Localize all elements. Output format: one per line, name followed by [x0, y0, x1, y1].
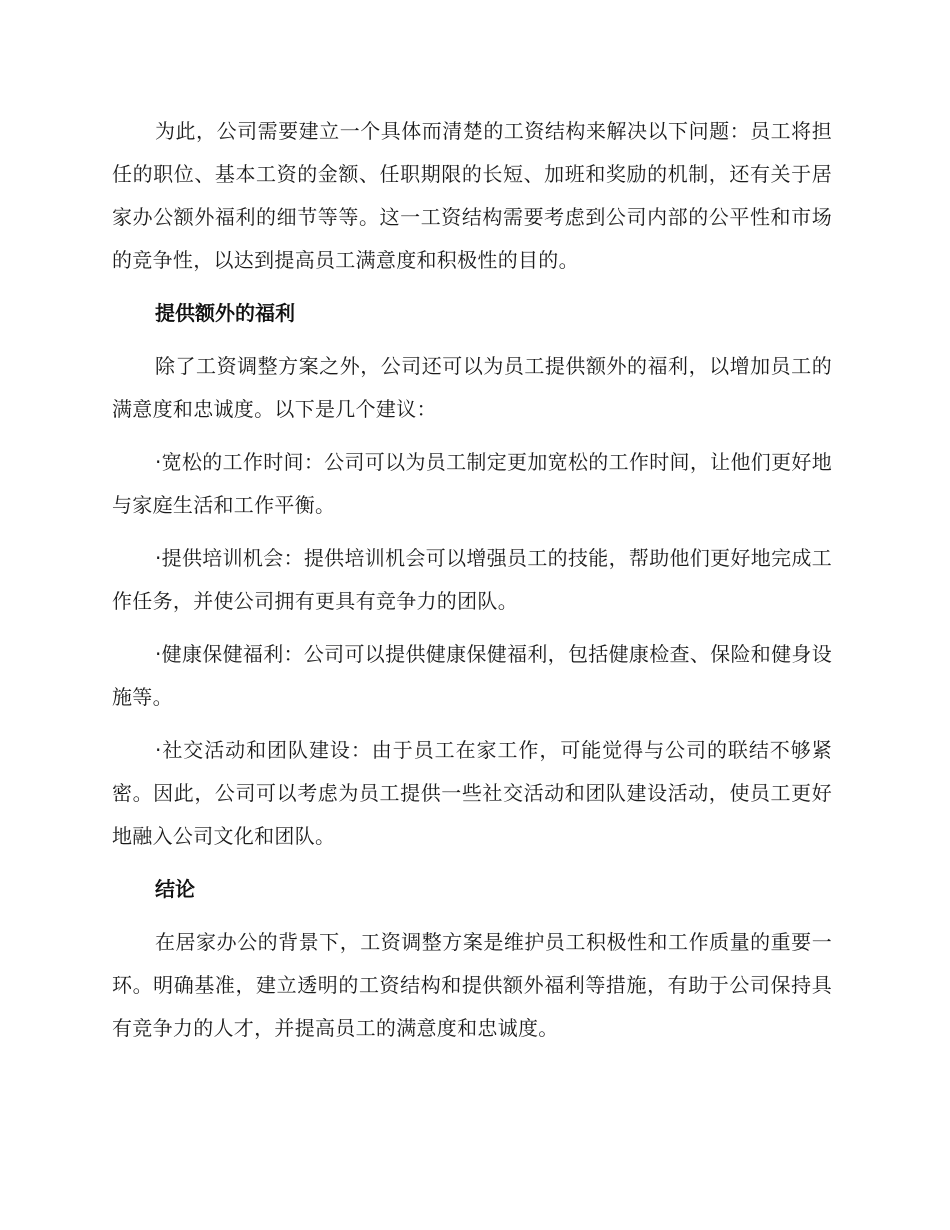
- benefit-item-text: 宽松的工作时间：公司可以为员工制定更加宽松的工作时间，让他们更好地与家庭生活和工作平衡。: [112, 450, 832, 517]
- bullet-mark: ·: [155, 738, 162, 762]
- intro-paragraph: 为此，公司需要建立一个具体而清楚的工资结构来解决以下问题：员工将担任的职位、基本工资的金额、任职期限的长短、加班和奖励的机制，还有关于居家办公额外福利的细节等等。这一工资结构需要考虑到公司内部的公平性和市场的竞争性，以达到提高员工满意度和积极性的目的。: [112, 119, 832, 272]
- bullet-mark: ·: [155, 450, 162, 474]
- benefits-heading: 提供额外的福利: [155, 301, 295, 325]
- benefit-item-text: 提供培训机会：提供培训机会可以增强员工的技能，帮助他们更好地完成工作任务，并使公司拥有更具有竞争力的团队。: [112, 546, 832, 613]
- bullet-mark: ·: [155, 642, 162, 666]
- benefit-item-health: [112, 633, 832, 719]
- benefit-item-text: 健康保健福利：公司可以提供健康保健福利，包括健康检查、保险和健身设施等。: [112, 642, 832, 709]
- document-page: [112, 110, 832, 1060]
- bullet-mark: ·: [155, 546, 162, 570]
- benefit-item-training: [112, 537, 832, 623]
- benefit-item-text: 社交活动和团队建设：由于员工在家工作，可能觉得与公司的联结不够紧密。因此，公司可以考虑为员工提供一些社交活动和团队建设活动，使员工更好地融入公司文化和团队。: [112, 738, 832, 848]
- benefits-intro-paragraph: 除了工资调整方案之外，公司还可以为员工提供额外的福利，以增加员工的满意度和忠诚度。以下是几个建议：: [112, 354, 832, 421]
- conclusion-heading: 结论: [155, 877, 195, 901]
- benefit-item-flexible-hours: [112, 441, 832, 527]
- conclusion-paragraph: 在居家办公的背景下，工资调整方案是维护员工积极性和工作质量的重要一环。明确基准，建立透明的工资结构和提供额外福利等措施，有助于公司保持具有竞争力的人才，并提高员工的满意度和忠诚度。: [112, 930, 832, 1040]
- benefit-item-social: [112, 729, 832, 858]
